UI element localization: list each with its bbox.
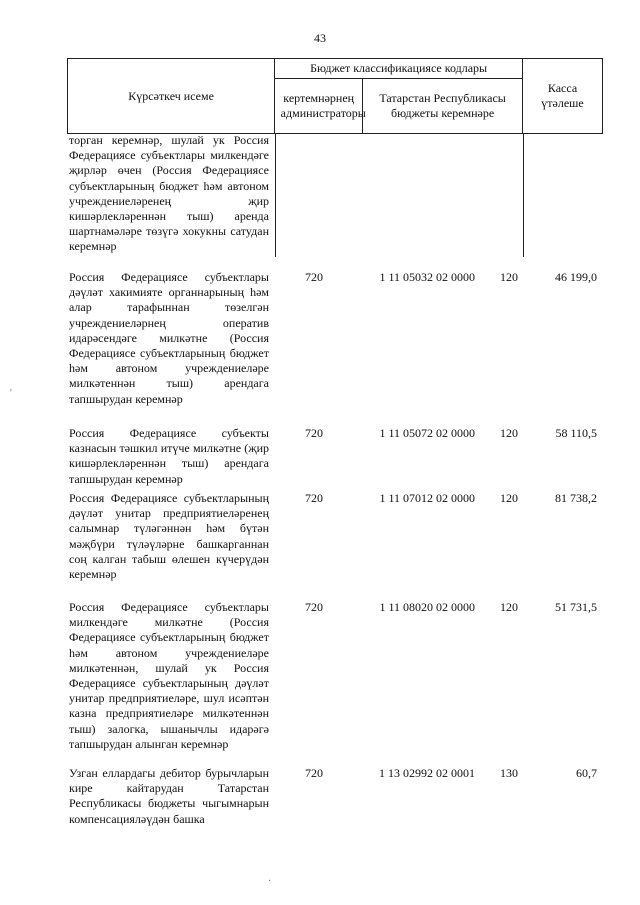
row-subcode: 120: [500, 426, 518, 440]
row-amount: 81 738,2: [555, 491, 597, 505]
header-admin: кертемнәрнең администраторы: [275, 79, 363, 134]
row-admin-code: 720: [305, 270, 323, 284]
row-description: Россия Федерациясе субъекты казнасын тәшкил итүче милкәтне (җир кишәрлекләреннән тыш) арендага тапшырудан керемнәр: [69, 426, 269, 486]
row-description: торган керемнәр, шулай ук Россия Федерациясе субъектлары милкендәге җирләр өчен (Россия Федерациясе субъектларының бюджет һәм автоном учреждениеләренең җир кишәрлекләреннән тыш) аренда шартнамәләре төзүгә хокукны сатудан керемнәр: [69, 133, 269, 254]
header-budget-codes: Бюджет классификациясе кодлары: [275, 59, 523, 79]
row-budget-code: 1 11 05032 02 0000: [379, 270, 475, 284]
row-budget-code: 1 11 08020 02 0000: [379, 600, 475, 614]
page-number: 43: [314, 31, 326, 45]
scan-speck: ·: [268, 876, 272, 887]
row-budget-code: 1 11 05072 02 0000: [379, 426, 475, 440]
table-body: [67, 133, 603, 905]
header-tatarstan-revenue: Татарстан Республикасы бюджеты керемнәре: [363, 79, 523, 134]
row-amount: 58 110,5: [555, 426, 597, 440]
table-border-line: [275, 133, 276, 257]
row-admin-code: 720: [305, 766, 323, 780]
row-description: Россия Федерациясе субъектлары дәүләт хакимияте органнарының һәм алар тарафыннан төзелгән учреждениеләрнең оператив идарәсендәге милкәтне (Россия Федерациясе субъектларының бюджет һәм автоном учреждениеләре милкәтеннән тыш) арендага тапшырудан керемнәр: [69, 270, 269, 406]
row-description: Россия Федерациясе субъектларының дәүләт унитар предприятиеләренең салымнар түләгәннән һәм бүтән мәҗбүри түләүләрне башкарганнан соң калган табыш өлешен күчерүдән керемнәр: [69, 491, 269, 582]
row-amount: 60,7: [576, 766, 597, 780]
row-admin-code: 720: [305, 491, 323, 505]
row-description: Узган еллардагы дебитор бурычларын кире кайтарудан Татарстан Республикасы бюджеты чыгымнарын компенсацияләүдән башка: [69, 766, 269, 826]
scan-speck: ': [10, 388, 12, 399]
row-subcode: 120: [500, 491, 518, 505]
row-admin-code: 720: [305, 426, 323, 440]
row-admin-code: 720: [305, 600, 323, 614]
row-subcode: 120: [500, 600, 518, 614]
row-budget-code: 1 13 02992 02 0001: [379, 766, 475, 780]
table-header: [67, 58, 603, 134]
header-cash-execution: Касса үтәлеше: [523, 59, 603, 134]
row-subcode: 120: [500, 270, 518, 284]
table-border-line: [523, 133, 524, 257]
row-description: Россия Федерациясе субъектлары милкендәге милкәтне (Россия Федерациясе субъектларының бюджет һәм автоном учреждениеләре милкәтеннән, шулай ук Россия Федерациясе субъектларының дәүләт унитар предприятиеләре, шул исәптән казна предприятиеләре милкәтеннән тыш) залогка, ышанычлы идарәгә тапшырудан алынган керемнәр: [69, 600, 269, 751]
row-amount: 51 731,5: [555, 600, 597, 614]
row-subcode: 130: [500, 766, 518, 780]
row-budget-code: 1 11 07012 02 0000: [379, 491, 475, 505]
header-indicator-name: Күрсәткеч исеме: [68, 59, 275, 134]
row-amount: 46 199,0: [555, 270, 597, 284]
